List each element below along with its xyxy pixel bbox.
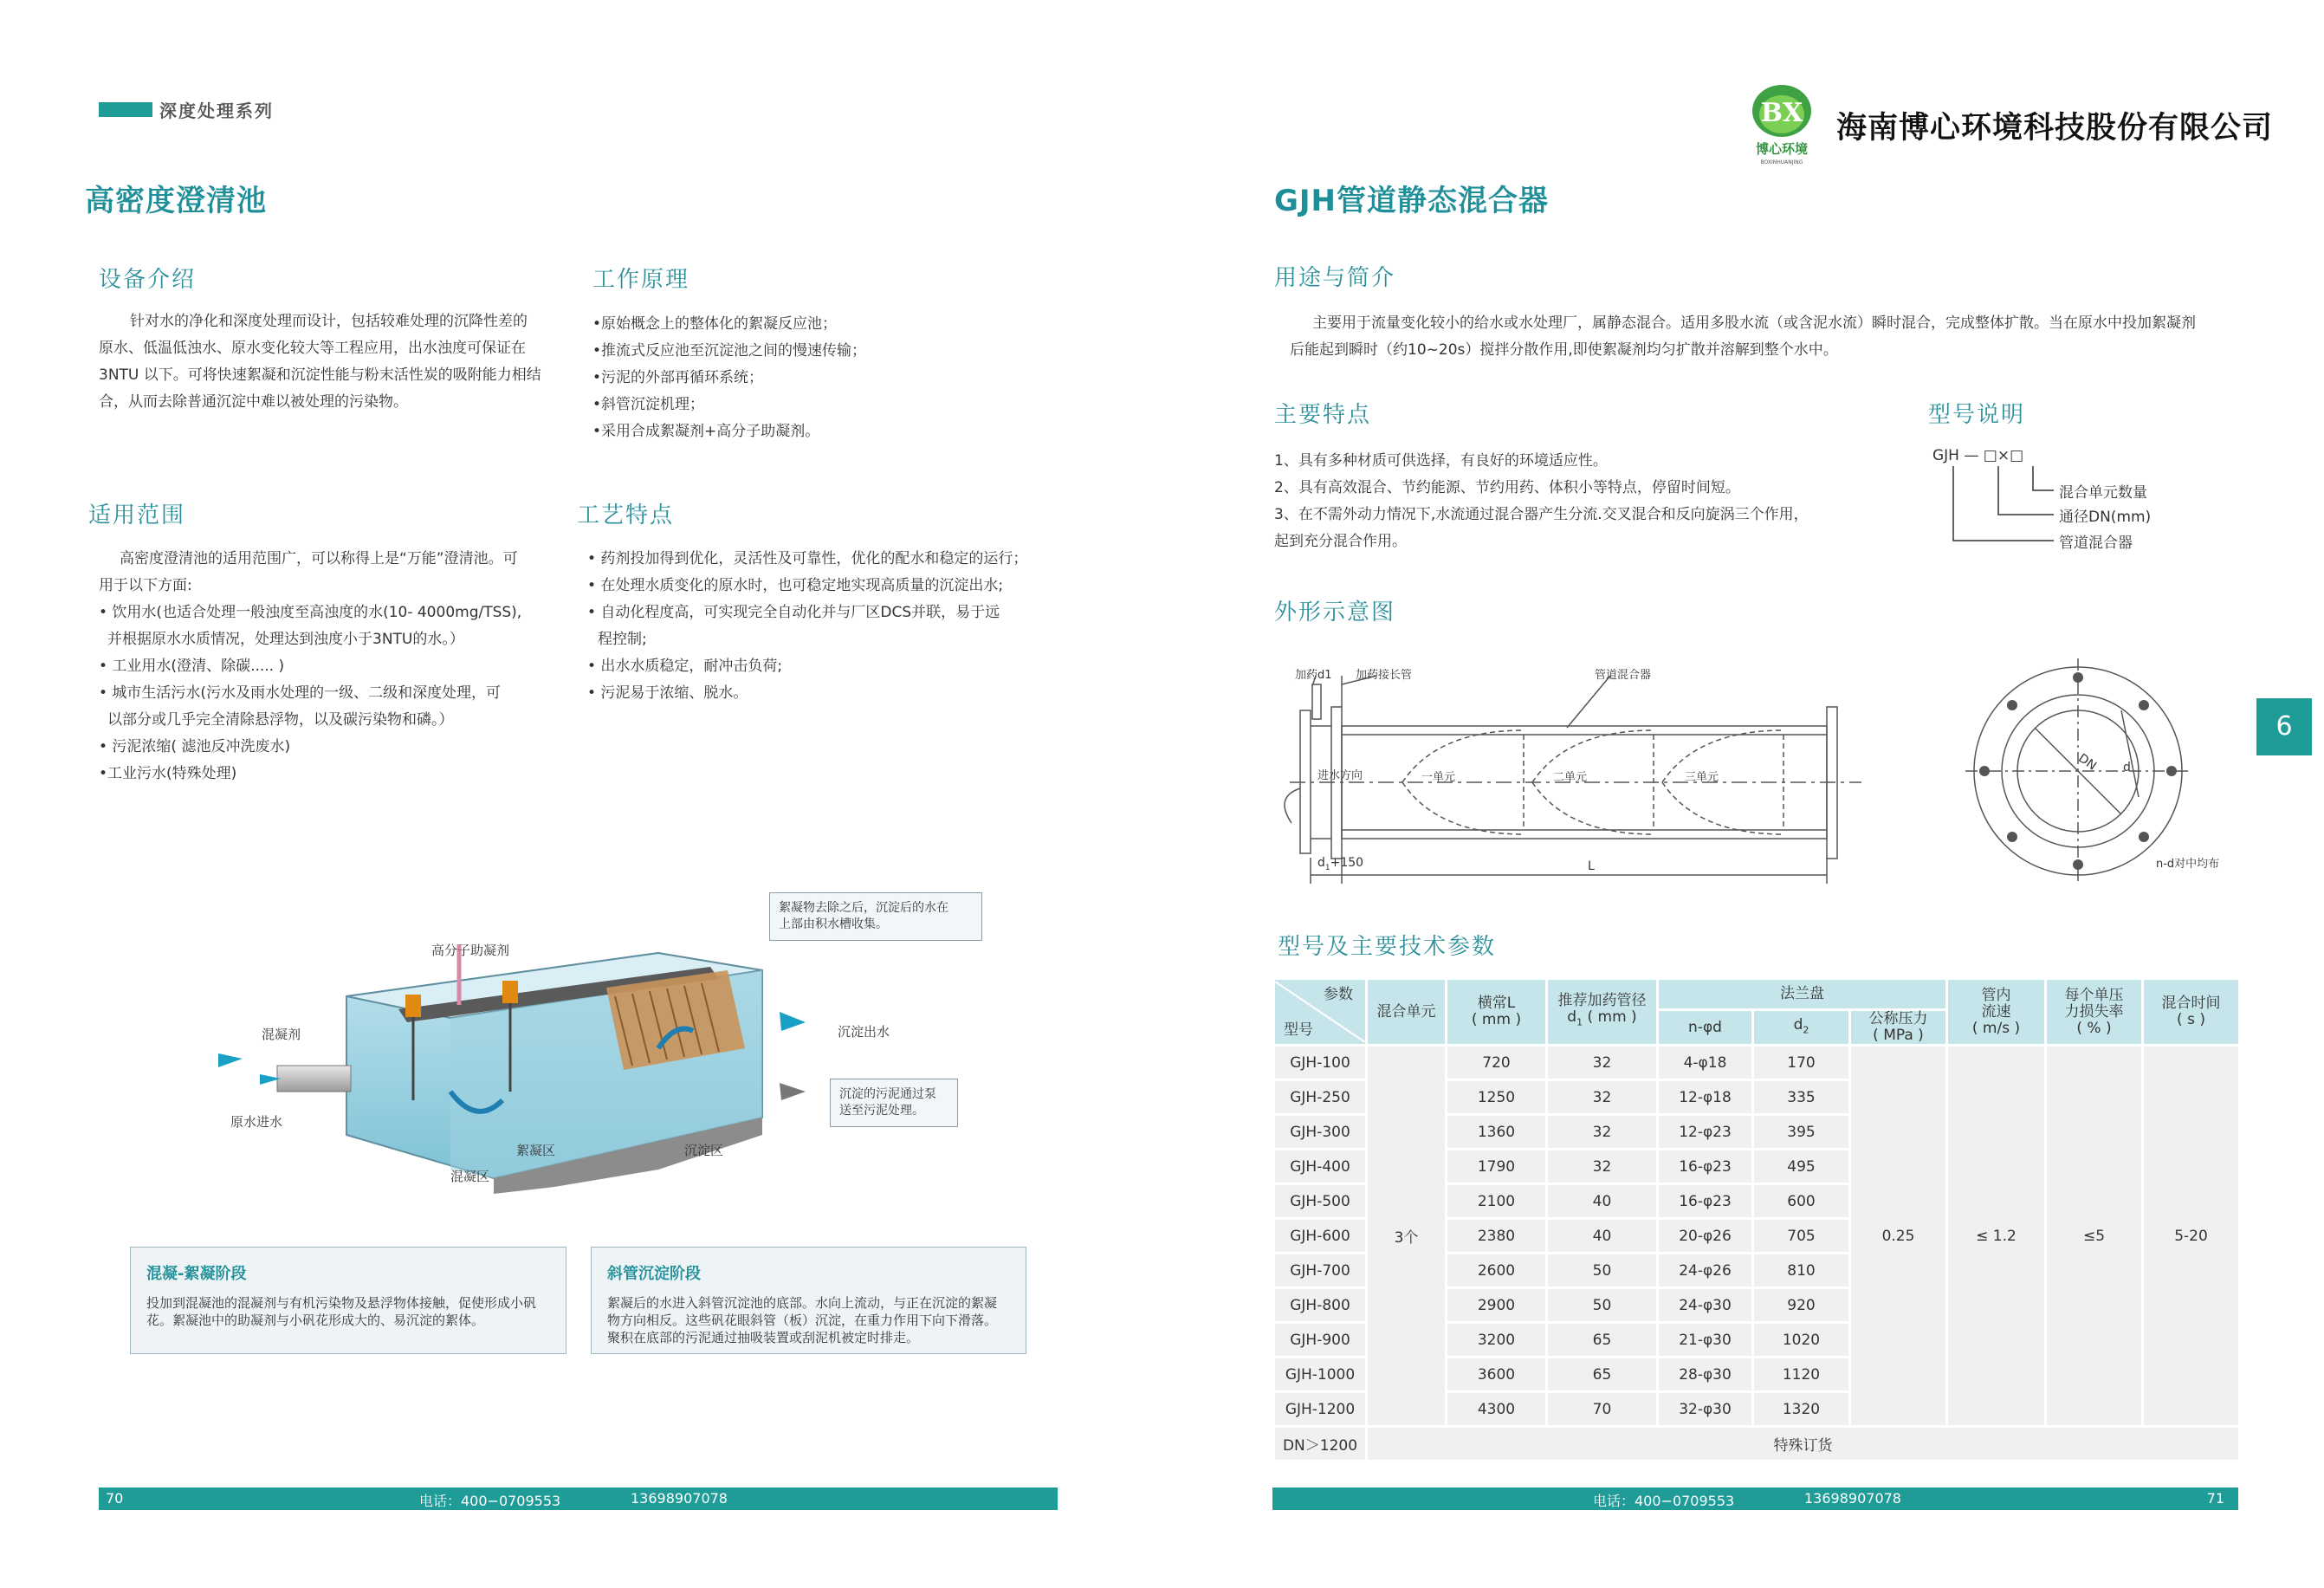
label-settle-zone: 沉淀区 <box>684 1143 724 1158</box>
table-corner <box>1274 979 1367 1046</box>
table-cell: 24-φ26 <box>1658 1254 1753 1288</box>
table-cell: 1790 <box>1447 1150 1547 1184</box>
th-loss: 每个单压 力损失率 ( % ) <box>2046 979 2143 1046</box>
callout-line: 絮凝物去除之后，沉淀后的水在 <box>779 901 948 915</box>
list-item: • 饮用水(也适合处理一般浊度至高浊度的水(10- 4000mg/TSS), <box>99 604 522 621</box>
table-cell: 65 <box>1547 1358 1658 1392</box>
table-cell: 4-φ18 <box>1658 1046 1753 1080</box>
table-row <box>1274 1427 2240 1462</box>
table-cell: 920 <box>1753 1288 1850 1323</box>
table-cell: 50 <box>1547 1288 1658 1323</box>
list-item: •工业污水(特殊处理) <box>99 765 237 782</box>
list-item: 程控制; <box>598 631 647 648</box>
table-cell: 16-φ23 <box>1658 1184 1753 1219</box>
table-cell: 4300 <box>1447 1392 1547 1427</box>
outline-heading: 外形示意图 <box>1274 600 1396 625</box>
footer-phone: 电话：400−0709553 <box>1593 1493 1735 1509</box>
table-cell: 40 <box>1547 1184 1658 1219</box>
stage-settle-box <box>591 1247 1026 1354</box>
table-cell: 3个 <box>1367 1046 1447 1427</box>
table-cell: GJH-700 <box>1274 1254 1367 1288</box>
table-cell: 3200 <box>1447 1323 1547 1358</box>
table-cell: 395 <box>1753 1115 1850 1150</box>
intro-text <box>99 308 541 416</box>
page-number: 71 <box>2206 1490 2224 1507</box>
table-cell: 1320 <box>1753 1392 1850 1427</box>
th-d2: $d_2$ <box>1753 1010 1850 1046</box>
label-floc-zone: 絮凝区 <box>516 1143 556 1158</box>
callout-right <box>830 1079 958 1127</box>
usage-line: 后能起到瞬时（约10~20s）搅拌分散作用,即使絮凝剂均匀扩散并溶解到整个水中。 <box>1290 341 1838 359</box>
table-cell: 720 <box>1447 1046 1547 1080</box>
table-cell: 特殊订货 <box>1367 1427 2240 1462</box>
legend-units: 混合单元数量 <box>2059 484 2147 502</box>
table-cell: 810 <box>1753 1254 1850 1288</box>
table-cell: GJH-250 <box>1274 1080 1367 1115</box>
table-cell: 2100 <box>1447 1184 1547 1219</box>
stage-title: 混凝-絮凝阶段 <box>146 1265 247 1283</box>
label-dn: DN <box>2075 751 2099 774</box>
list-item: • 污泥浓缩( 滤池反冲洗废水) <box>99 738 291 755</box>
principle-list <box>592 311 866 445</box>
table-cell: 32 <box>1547 1150 1658 1184</box>
table-cell: 50 <box>1547 1254 1658 1288</box>
list-item: • 药剂投加得到优化，灵活性及可靠性，优化的配水和稳定的运行； <box>587 550 1028 567</box>
stage-line: 聚积在底部的污泥通过抽吸装置或刮泥机被定时排走。 <box>607 1330 920 1345</box>
company-name: 海南博心环境科技股份有限公司 <box>1836 111 2274 146</box>
list-item: •原始概念上的整体化的絮凝反应池； <box>592 315 838 333</box>
label-unit1: 一单元 <box>1421 771 1456 784</box>
list-item: 以部分或几乎完全清除悬浮物，以及碳污染物和磷。） <box>107 711 454 729</box>
footer-left <box>99 1488 1058 1510</box>
table-cell: DN＞1200 <box>1274 1427 1367 1462</box>
stage-line: 投加到混凝池的混凝剂与有机污染物及悬浮物体接触，促使形成小矾 <box>146 1295 537 1311</box>
legend-mixer: 管道混合器 <box>2059 535 2133 552</box>
intro-line: 针对水的净化和深度处理而设计，包括较难处理的沉降性差的 <box>130 313 528 330</box>
table-cell: 28-φ30 <box>1658 1358 1753 1392</box>
table-cell: 335 <box>1753 1080 1850 1115</box>
legend-dn: 通径DN(mm) <box>2059 509 2152 526</box>
label-dim-l: L <box>1588 859 1595 873</box>
table-cell: 20-φ26 <box>1658 1219 1753 1254</box>
label-unit3: 三单元 <box>1685 771 1719 784</box>
callout-line: 送至污泥处理。 <box>839 1104 924 1118</box>
stage-line: 花。絮凝池中的助凝剂与小矾花形成大的、易沉淀的絮体。 <box>146 1313 485 1328</box>
table-cell: 40 <box>1547 1219 1658 1254</box>
principle-heading: 工作原理 <box>592 267 690 293</box>
footer-mobile: 13698907078 <box>1804 1490 1901 1507</box>
table-cell: 1360 <box>1447 1115 1547 1150</box>
th-units: 混合单元 <box>1367 979 1447 1046</box>
th-nphi: n-φd <box>1658 1010 1753 1046</box>
features-list <box>587 546 1027 707</box>
label-coag-zone: 混凝区 <box>450 1169 490 1184</box>
label-dosing-pipe: 加药接长管 <box>1356 669 1413 682</box>
label-d: d <box>2123 761 2131 775</box>
page-title-left: 高密度澄清池 <box>85 184 267 218</box>
table-cell: ≤5 <box>2046 1046 2143 1427</box>
feature-line: 3、在不需外动力情况下,水流通过混合器产生分流.交叉混合和反向旋涡三个作用， <box>1274 506 1809 523</box>
page-title-right: GJH管道静态混合器 <box>1274 184 1550 218</box>
callout-line: 上部由积水槽收集。 <box>779 917 888 931</box>
list-item: •污泥的外部再循环系统； <box>592 369 764 386</box>
list-item: 并根据原水水质情况，处理达到浊度小于3NTU的水。） <box>107 631 464 648</box>
callout-top <box>769 892 982 941</box>
table-cell: GJH-800 <box>1274 1288 1367 1323</box>
scope-heading: 适用范围 <box>88 502 186 528</box>
table-cell: 70 <box>1547 1392 1658 1427</box>
usage-text <box>1290 310 2196 364</box>
model-legend-lines <box>1932 466 2054 553</box>
table-cell: GJH-300 <box>1274 1115 1367 1150</box>
table-cell: 21-φ30 <box>1658 1323 1753 1358</box>
label-inlet: 进水方向 <box>1317 769 1363 782</box>
footer-mobile: 13698907078 <box>631 1490 728 1507</box>
logo-cn: 博心环境 <box>1755 141 1809 157</box>
list-item: 用于以下方面: <box>99 577 192 594</box>
list-item: 高密度澄清池的适用范围广，可以称得上是“万能”澄清池。可 <box>120 550 518 567</box>
intro-line: 合，从而去除普通沉淀中难以被处理的污染物。 <box>99 393 408 411</box>
table-cell: 495 <box>1753 1150 1850 1184</box>
label-dosing: 加药d1 <box>1295 669 1332 682</box>
series-label: 深度处理系列 <box>159 100 274 121</box>
list-item: • 自动化程度高，可实现完全自动化并与厂区DCS并联，易于远 <box>587 604 1000 621</box>
list-item: •采用合成絮凝剂+高分子助凝剂。 <box>592 423 820 440</box>
scope-list <box>99 546 521 788</box>
label-out: 沉淀出水 <box>838 1024 890 1040</box>
th-time: 混合时间 ( s ) <box>2143 979 2240 1046</box>
table-cell: 3600 <box>1447 1358 1547 1392</box>
series-bar <box>99 102 152 117</box>
table-cell: 32 <box>1547 1046 1658 1080</box>
table-cell: 32 <box>1547 1115 1658 1150</box>
table-cell: 0.25 <box>1850 1046 1947 1427</box>
stage-line: 物方向相反。这些矾花眼斜管（板）沉淀，在重力作用下向下滑落。 <box>607 1313 998 1328</box>
usage-heading: 用途与简介 <box>1274 265 1396 291</box>
label-mixer: 管道混合器 <box>1595 669 1652 682</box>
logo-en: BOXINHUANJING <box>1760 159 1803 165</box>
usage-line: 主要用于流量变化较小的给水或水处理厂，属静态混合。适用多股水流（或含泥水流）瞬时混合，完成整体扩散。当在原水中投加絮凝剂 <box>1312 314 2196 332</box>
footer-right <box>1272 1488 2238 1510</box>
list-item: • 工业用水(澄清、除碳..... ) <box>99 658 285 675</box>
table-cell: 600 <box>1753 1184 1850 1219</box>
label-unit2: 二单元 <box>1553 771 1588 784</box>
th-velocity: 管内 流速 ( m/s ) <box>1947 979 2046 1046</box>
table-cell: 16-φ23 <box>1658 1150 1753 1184</box>
list-item: • 城市生活污水(污水及雨水处理的一级、二级和深度处理，可 <box>99 684 502 702</box>
table-cell: 65 <box>1547 1323 1658 1358</box>
list-item: •斜管沉淀机理； <box>592 396 705 413</box>
company-logo <box>1738 80 1825 166</box>
model-desc-heading: 型号说明 <box>1928 402 2026 428</box>
table-cell: 24-φ30 <box>1658 1288 1753 1323</box>
th-flange: 法兰盘 <box>1658 979 1947 1010</box>
feature-line: 起到充分混合作用。 <box>1274 533 1407 550</box>
table-cell: 705 <box>1753 1219 1850 1254</box>
list-item: • 在处理水质变化的原水时，也可稳定地实现高质量的沉淀出水; <box>587 577 1004 594</box>
table-cell: GJH-100 <box>1274 1046 1367 1080</box>
section-tab: 6 <box>2256 698 2312 755</box>
table-cell: GJH-500 <box>1274 1184 1367 1219</box>
model-legend <box>1932 447 2192 560</box>
intro-heading: 设备介绍 <box>99 267 197 293</box>
label-polymer: 高分子助凝剂 <box>431 943 510 958</box>
corner-model: 型号 <box>1284 1021 1313 1039</box>
main-features-heading: 主要特点 <box>1274 402 1372 428</box>
th-dosing: 推荐加药管径 $d_1$ ( mm ) <box>1547 979 1658 1046</box>
model-code: GJH — □×□ <box>1932 447 2024 464</box>
table-cell: 32-φ30 <box>1658 1392 1753 1427</box>
list-item: • 污泥易于浓缩、脱水。 <box>587 684 748 702</box>
list-item: • 出水水质稳定，耐冲击负荷; <box>587 658 783 675</box>
feature-line: 1、具有多种材质可供选择，有良好的环境适应性。 <box>1274 452 1608 470</box>
table-cell: 12-φ23 <box>1658 1115 1753 1150</box>
corner-param: 参数 <box>1324 986 1353 1003</box>
spec-body <box>1274 1046 2240 1462</box>
footer-phone: 电话：400−0709553 <box>419 1493 561 1509</box>
intro-line: 原水、低温低浊水、原水变化较大等工程应用，出水浊度可保证在 <box>99 340 526 357</box>
table-cell: 170 <box>1753 1046 1850 1080</box>
table-cell: GJH-1200 <box>1274 1392 1367 1427</box>
table-cell: 1250 <box>1447 1080 1547 1115</box>
table-cell: 2900 <box>1447 1288 1547 1323</box>
table-cell: GJH-1000 <box>1274 1358 1367 1392</box>
table-cell: 12-φ18 <box>1658 1080 1753 1115</box>
th-length: 横常L ( mm ) <box>1447 979 1547 1046</box>
label-coagulant: 混凝剂 <box>262 1027 301 1042</box>
main-features-text <box>1274 448 1809 555</box>
stage-title: 斜管沉淀阶段 <box>607 1265 701 1283</box>
table-cell: 1020 <box>1753 1323 1850 1358</box>
page-number: 70 <box>106 1490 124 1507</box>
label-holes: n-d对中均布 <box>2156 858 2220 871</box>
table-cell: 5-20 <box>2143 1046 2240 1427</box>
mixer-outline-diagram <box>1272 658 2251 901</box>
callout-line: 沉淀的污泥通过泵 <box>839 1087 936 1101</box>
table-cell: 1120 <box>1753 1358 1850 1392</box>
table-cell: GJH-600 <box>1274 1219 1367 1254</box>
label-dim1: $d_1+150$ <box>1317 856 1364 872</box>
table-cell: ≤ 1.2 <box>1947 1046 2046 1427</box>
feature-line: 2、具有高效混合、节约能源、节约用药、体积小等特点，停留时间短。 <box>1274 479 1740 496</box>
right-page <box>1162 0 2324 1588</box>
stage-coag-box <box>130 1247 566 1354</box>
list-item: •推流式反应池至沉淀池之间的慢速传输； <box>592 342 867 360</box>
table-cell: GJH-900 <box>1274 1323 1367 1358</box>
table-cell: 2380 <box>1447 1219 1547 1254</box>
table-row <box>1274 1046 2240 1080</box>
table-cell: 32 <box>1547 1080 1658 1115</box>
table-heading: 型号及主要技术参数 <box>1278 934 1497 960</box>
intro-line: 3NTU 以下。可将快速絮凝和沉淀性能与粉末活性炭的吸附能力相结 <box>99 366 541 384</box>
spec-table <box>1272 977 2241 1462</box>
stage-line: 絮凝后的水进入斜管沉淀池的底部。水向上流动，与正在沉淀的絮凝 <box>607 1295 998 1311</box>
logo-letters: BX <box>1760 98 1803 128</box>
table-cell: GJH-400 <box>1274 1150 1367 1184</box>
table-cell: 2600 <box>1447 1254 1547 1288</box>
th-pressure: 公称压力 ( MPa ) <box>1850 1010 1947 1046</box>
features-heading: 工艺特点 <box>577 502 675 528</box>
label-raw-in: 原水进水 <box>230 1114 283 1130</box>
